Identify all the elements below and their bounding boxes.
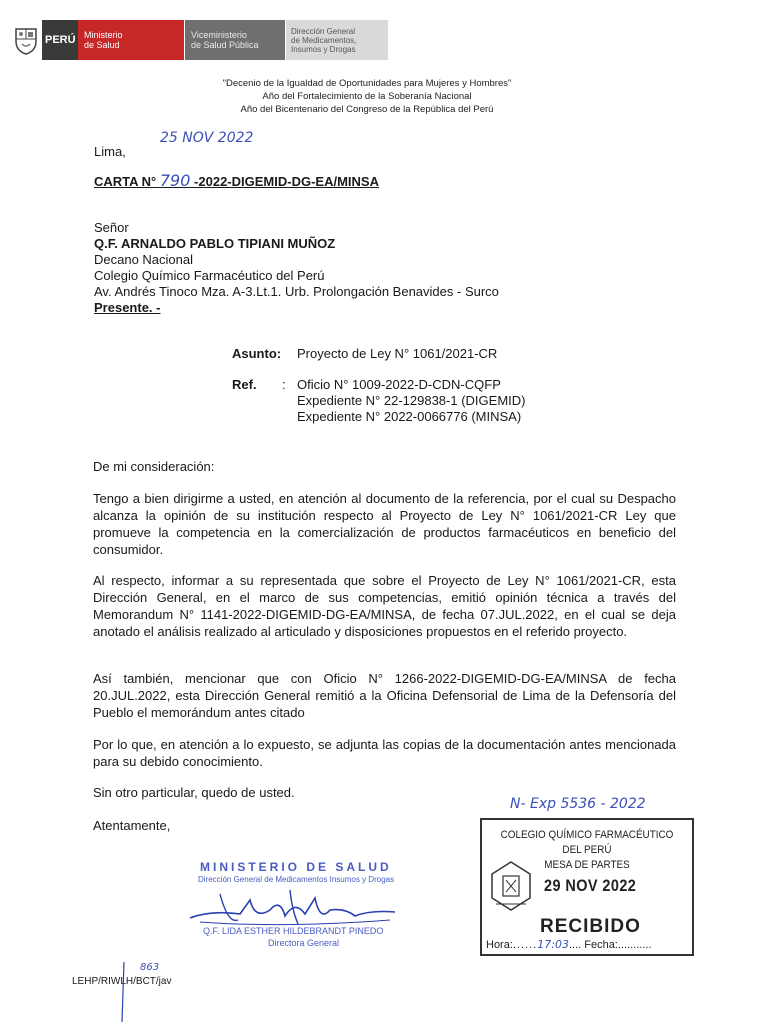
reception-stamp [480,818,694,956]
footer-pen-mark-icon [112,960,132,1024]
header-logo-strip [10,20,388,60]
signature-stamp-subtitle: Dirección General de Medicamentos Insumos y Drogas [198,875,395,884]
ref-label: Ref. [232,377,257,392]
viceministry-label [185,20,285,60]
paragraph-1: Tengo a bien dirigirme a usted, en atención al documento de la referencia, por el cual su Despacho alcanza la opinión de su institución respecto al Proyecto de Ley N° 1061/2021-CR Ley que promueve la competencia en la comercialización de productos farmacéuticos en beneficio del consumidor. [93,491,676,557]
recipient-name: Q.F. ARNALDO PABLO TIPIANI MUÑOZ [94,236,336,251]
vice-line-2: de Salud Pública [191,40,259,50]
peru-label: PERÚ [42,20,78,60]
hora-value: 17:03 [537,938,569,951]
asunto-value: Proyecto de Ley N° 1061/2021-CR [297,346,498,361]
ref-item: Expediente N° 22-129838-1 (DIGEMID) [297,393,526,408]
stamp-status: RECIBIDO [540,916,641,937]
handwritten-date: 25 NOV 2022 [160,130,254,146]
greeting: De mi consideración: [93,459,215,474]
salutation: Señor [94,220,129,235]
recipient-address: Av. Andrés Tinoco Mza. A-3.Lt.1. Urb. Prolongación Benavides - Surco [94,284,499,299]
carta-suffix: -2022-DIGEMID-DG-EA/MINSA [194,174,379,189]
ministry-label [78,20,184,60]
presente-label: Presente. - [94,300,161,315]
stamp-date: 29 NOV 2022 [544,876,637,895]
signature-stamp-title: MINISTERIO DE SALUD [200,860,392,874]
college-emblem-icon [490,860,532,917]
direction-line-1: Dirección General [291,26,356,36]
signatory-name: Q.F. LIDA ESTHER HILDEBRANDT PINEDO [203,926,384,936]
closing: Atentamente, [93,818,171,833]
direction-label [286,20,388,60]
carta-prefix: CARTA N° [94,174,157,189]
stamp-institution: COLEGIO QUÍMICO FARMACÉUTICO DEL PERÚ [500,829,674,856]
decree-line-3: Año del Bicentenario del Congreso de la República del Perú [240,104,494,115]
ref-item: Expediente N° 2022-0066776 (MINSA) [297,409,522,424]
paragraph-3: Así también, mencionar que con Oficio N° 1266-2022-DIGEMID-DG-EA/MINSA de fecha 20.JUL.2022, esta Dirección General remitió a la Oficina Defensorial de Lima de la Defensoría del Pueblo el memorándum antes citado [93,671,676,720]
handwritten-expediente: N- Exp 5536 - 2022 [510,796,646,812]
stamp-hora-row: Hora:......17:03.... Fecha:........... [486,938,652,951]
decree-line-1: "Decenio de la Igualdad de Oportunidades para Mujeres y Hombres" [222,78,512,89]
paragraph-4: Por lo que, en atención a lo expuesto, se adjunta las copias de la documentación antes mencionada para su debido conocimiento. [93,737,676,769]
coat-of-arms-icon [10,20,42,60]
date-city: Lima, [94,144,126,159]
footer-handwritten-number: 863 [140,962,160,973]
direction-line-3: Insumos y Drogas [291,44,356,54]
ministry-line-2: de Salud [84,40,120,50]
ministry-line-1: Ministerio [84,30,123,40]
ref-colon: : [282,377,286,392]
direction-line-2: de Medicamentos, [291,35,357,45]
paragraph-5: Sin otro particular, quedo de usted. [93,785,295,800]
fecha-label: Fecha: [584,939,618,951]
footer-initials: LEHP/RIWLH/BCT/jav [72,976,172,987]
stamp-office: MESA DE PARTES [544,859,630,871]
hora-label: Hora: [486,939,513,951]
decree-header [0,77,734,116]
paragraph-2: Al respecto, informar a su representada que sobre el Proyecto de Ley N° 1061/2021-CR, esta Dirección General, en el marco de sus competencias, emitió opinión técnica a través del Memorandum N° 1141-2022-DIGEMID-DG-EA/MINSA, de fecha 07.JUL.2022, en el cual se deja anotado el análisis realizado al articulado y disposiciones propuestos en el referido proyecto. [93,573,676,639]
recipient-role: Decano Nacional [94,252,194,267]
vice-line-1: Viceministerio [191,30,247,40]
decree-line-2: Año del Fortalecimiento de la Soberanía Nacional [262,91,472,102]
recipient-institution: Colegio Químico Farmacéutico del Perú [94,268,325,283]
ref-item: Oficio N° 1009-2022-D-CDN-CQFP [297,377,501,392]
carta-number [94,172,379,190]
carta-handwritten-number: 790 [159,171,191,190]
asunto-label: Asunto: [232,346,282,361]
signatory-role: Directora General [268,938,340,948]
